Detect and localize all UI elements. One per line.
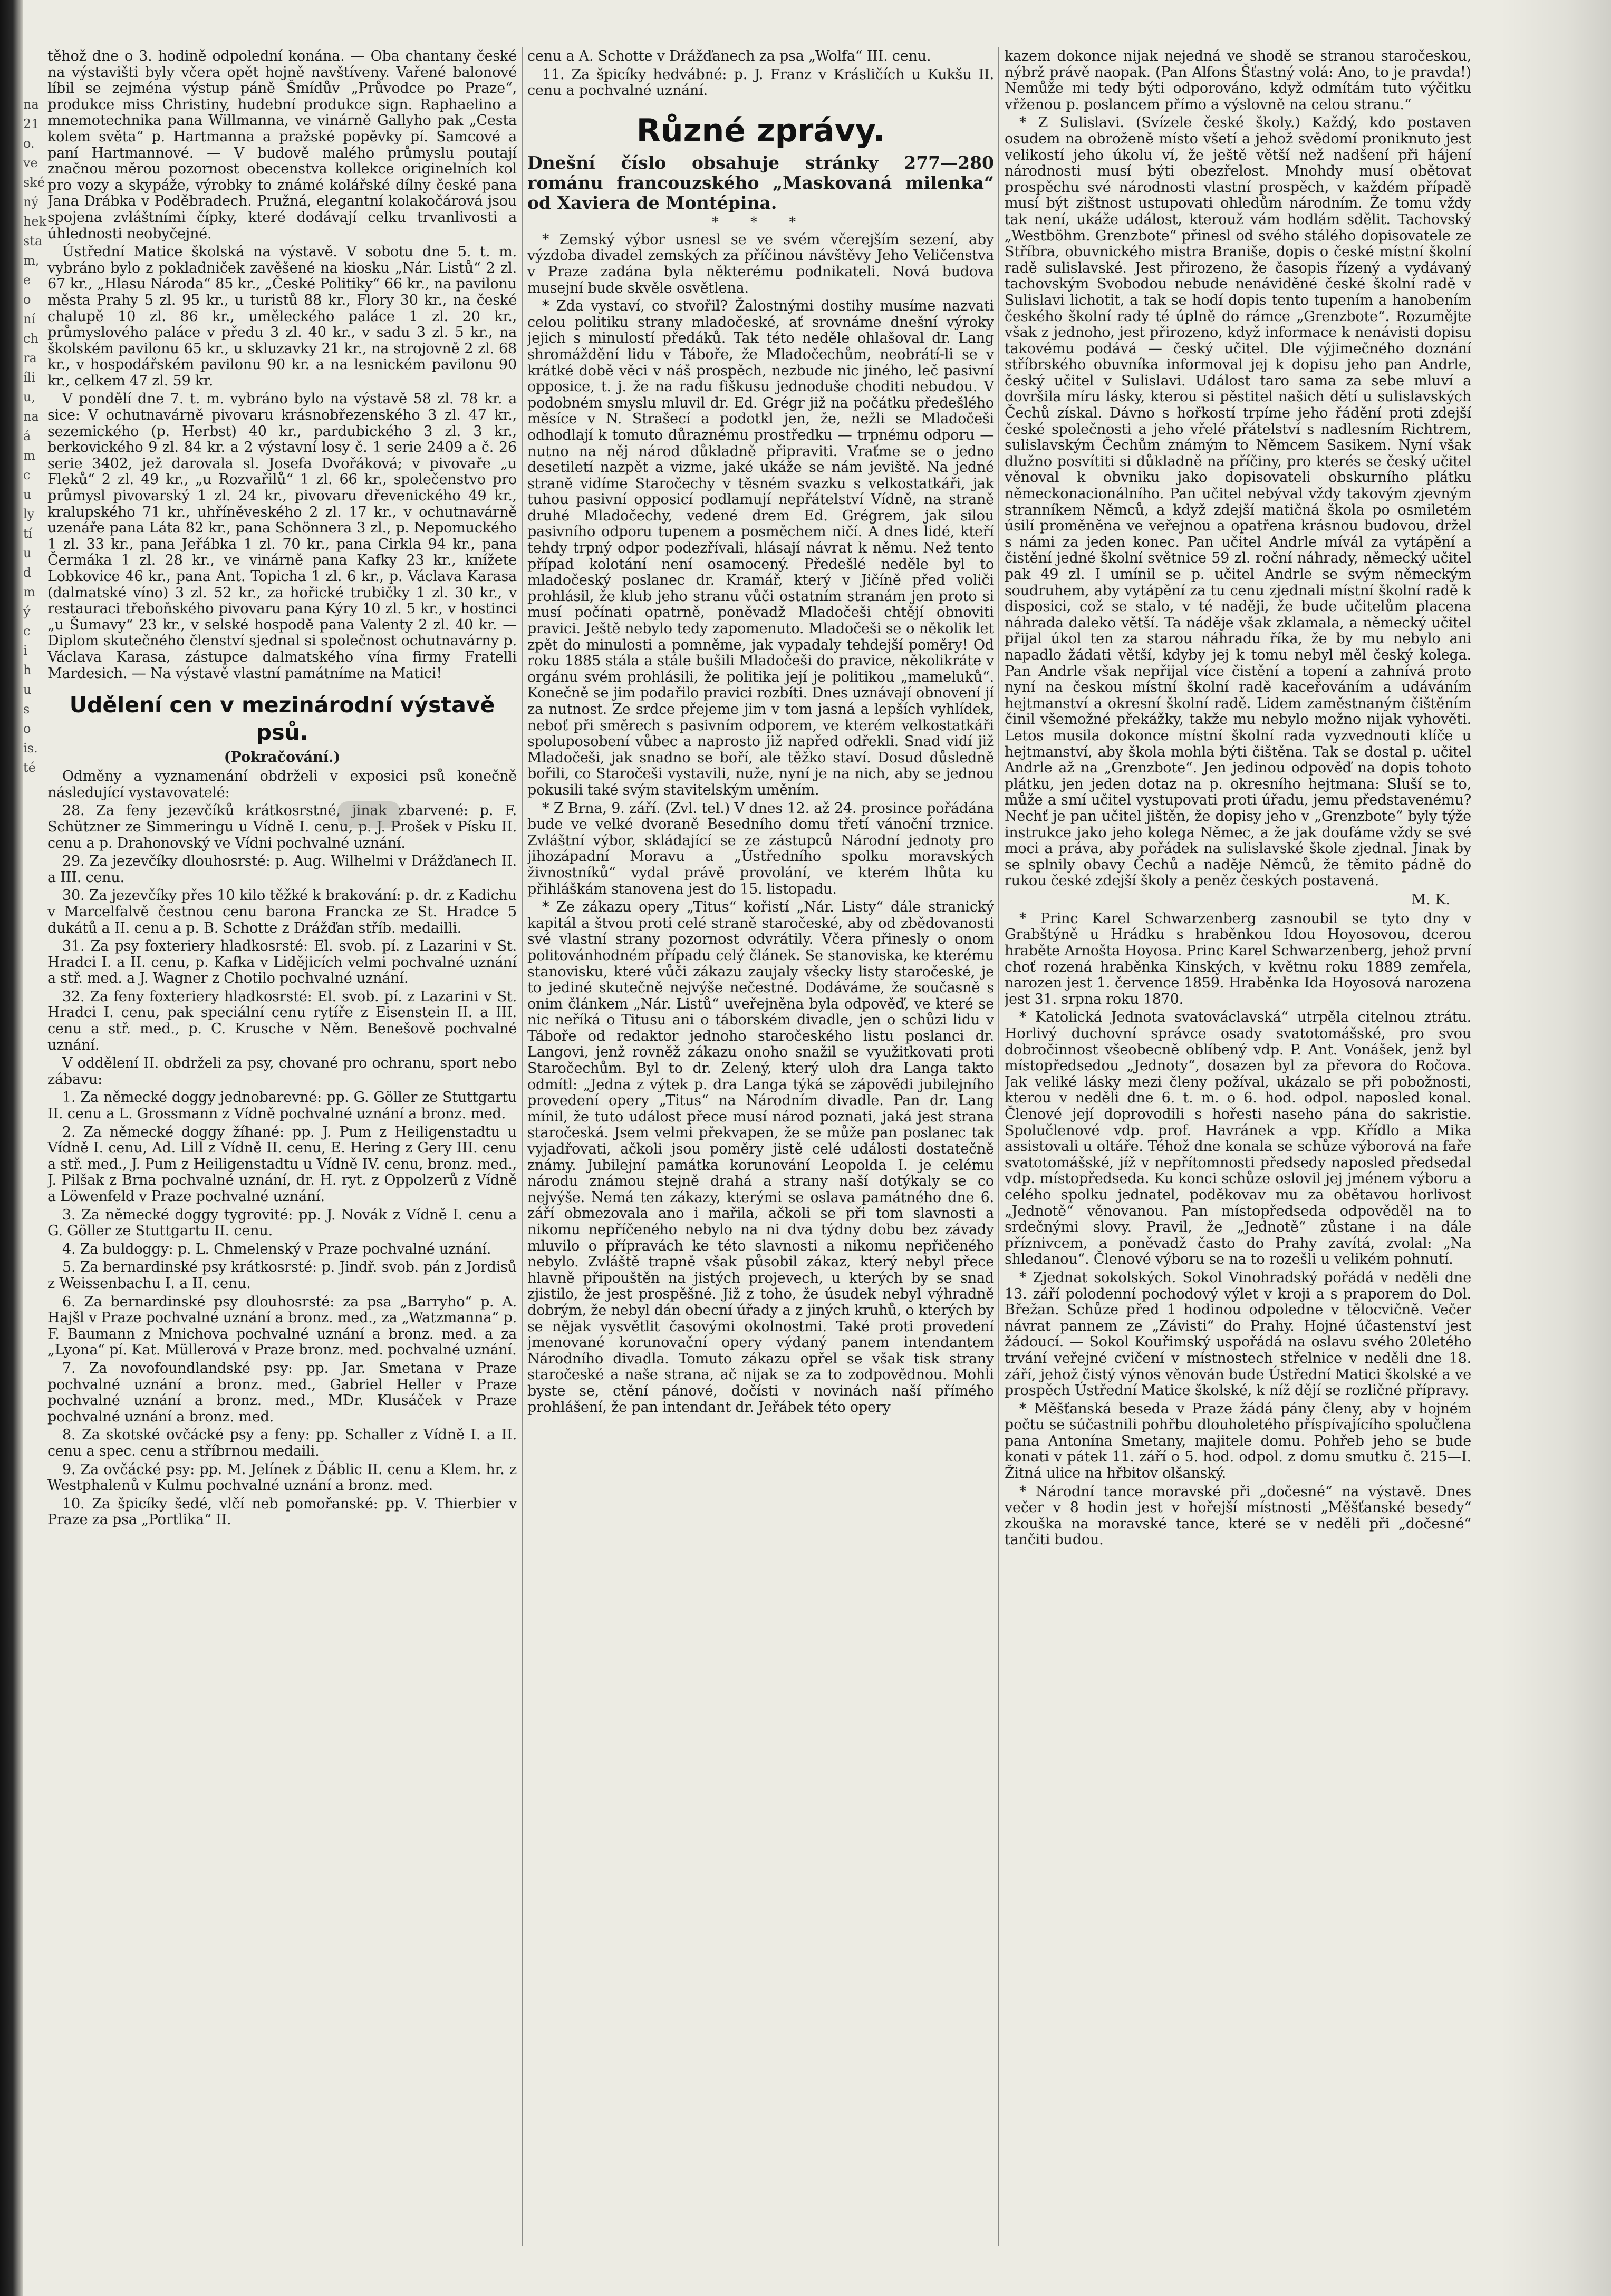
- article-text: 2. Za německé doggy žíhané: pp. J. Pum z Heiligenstadtu u Vídně I. cenu, Ad. Lill z Vídně II. cenu, E. Hering z Gery III. cenu a stř. med., J. Pum z Heiligenstadtu u Vídně IV. cenu, bronz. med., J. Pilšak z Brna pochvalné uznání, dr. H. ryt. z Oppolzerů z Vídně a Löwenfeld v Praze pochvalné uznání.: [47, 1123, 517, 1205]
- margin-fragment: té: [23, 760, 36, 775]
- margin-fragment: ní: [23, 312, 36, 326]
- column-right: [1005, 49, 1471, 2242]
- margin-fragments: [23, 95, 47, 1097]
- margin-fragment: c: [23, 468, 31, 482]
- article-text: těhož dne o 3. hodině odpolední konána. — Oba chantany české na výstavišti byly včera opět hojně navštíveny. Vařené balonové líbil se zejména výstup páně Šmídův „Průvodce po Praze“, produkce miss Christiny, hudební produkce sign. Raphaelino a mnemotechnika pana Willmanna, ve vinárně Gallyho pak „Cesta kolem světa“ p. Hartmanna a pražské popěvky pí. Samcové a paní Hartmannové. — V budově malého průmyslu poutají značnou měrou pozornost obecenstva kollekce originelních kol pro vozy a skypáže, výrobky to známé kolářské dílny české pana Jana Drábka v Poděbradech. Pružná, elegantní kolakočárová jsou spojena zvláštními čípky, které dodávají celku trvanlivosti a úhlednosti neobyčejné.: [47, 49, 517, 242]
- margin-fragment: ve: [23, 156, 38, 170]
- article-text: 9. Za ovčácké psy: pp. M. Jelínek z Ďáblic II. cenu a Klem. hr. z Westphalenů v Kulmu pochvalné uznání a bronz. med.: [47, 1461, 517, 1494]
- margin-fragment: ý: [23, 604, 31, 619]
- article-text: 1. Za německé doggy jednobarevné: pp. G. Göller ze Stuttgartu II. cenu a L. Grossmann z Vídně pochvalné uznání a bronz. med.: [47, 1089, 517, 1122]
- article-text: 4. Za buldoggy: p. L. Chmelenský v Praze pochvalné uznání.: [62, 1241, 491, 1257]
- column-rule: [998, 47, 999, 2246]
- column-middle: [527, 49, 994, 2242]
- article-text: * Princ Karel Schwarzenberg zasnoubil se tyto dny v Grabštýně u Hrádku s hraběnkou Idou Hoyosovou, dcerou hraběte Arnošta Hoyosa. Princ Karel Schwarzenberg, jehož první choť rozená hraběnka Kinských, v květnu roku 1889 zemřela, narozen jest 1. července 1859. Hraběnka Ida Hoyosová narozena jest 31. srpna roku 1870.: [1005, 910, 1471, 1007]
- margin-fragment: na: [23, 409, 39, 424]
- margin-fragment: o: [23, 292, 31, 307]
- margin-fragment: s: [23, 702, 30, 716]
- margin-fragment: u: [23, 487, 32, 502]
- margin-fragment: i: [23, 643, 27, 658]
- article-text: 30. Za jezevčíky přes 10 kilo těžké k brakování: p. dr. z Kadichu v Marcelfalvě čestnou cenu barona Francka ze St. Hradce 5 dukátů a II. cenu a p. B. Schotte z Drážďan stříb. medailli.: [47, 887, 517, 936]
- margin-fragment: á: [23, 429, 31, 443]
- article-text: * Z Brna, 9. září. (Zvl. tel.) V dnes 12. až 24. prosince pořádána bude ve velké dvoraně Besedního domu třetí vánoční trznice. Zvláštní výbor, skládající se ze zástupců Národní jednoty pro jihozápadní Moravu a „Ústředního spolku moravských živnostníků“ vydal právě provolání, ve kterém lhůta ku přihláškám stanovena jest do 15. listopadu.: [527, 800, 994, 897]
- margin-fragment: tí: [23, 526, 33, 541]
- article-text: 29. Za jezevčíky dlouhosrsté: p. Aug. Wilhelmi v Drážďanech II. a III. cenu.: [47, 853, 517, 886]
- margin-fragment: m: [23, 585, 35, 599]
- article-text: 11. Za špicíky hedvábné: p. J. Franz v Krásličích u Kukšu II. cenu a pochvalné uznání.: [527, 66, 994, 99]
- margin-fragment: ly: [23, 507, 35, 521]
- novel-notice: Dnešní číslo obsahuje stránky 277—280 románu francouzského „Maskovaná milenka“ od Xaviera de Montépina.: [527, 152, 994, 213]
- margin-fragment: sta: [23, 234, 43, 248]
- margin-fragment: o.: [23, 136, 35, 151]
- article-text: 7. Za novofoundlandské psy: pp. Jar. Smetana v Praze pochvalné uznání a bronz. med., Gabriel Heller v Praze pochvalné uznání a bronz. med., MDr. Klusáček v Praze pochvalné uznání a bronz. med.: [47, 1360, 517, 1425]
- article-text: * Národní tance moravské při „dočesné“ na výstavě. Dnes večer v 8 hodin jest v hořejší místnosti „Měšťanské besedy“ zkouška na moravské tance, které se v neděli při „dočesné“ tančiti budou.: [1005, 1483, 1471, 1548]
- section-subheading: (Pokračování.): [224, 749, 341, 766]
- article-text: * Zemský výbor usnesl se ve svém včerejším sezení, aby výzdoba divadel zemských za příčinou návštěvy Jeho Veličenstva v Praze zadána byla některému podnikateli. Nová budova musejní bude skvěle osvětlena.: [527, 231, 994, 296]
- section-heading-news: Různé zprávy.: [636, 112, 885, 149]
- article-text: 28. Za feny jezevčíků krátkosrstné, jinak zbarvené: p. F. Schützner ze Simmeringu u Vídně I. cenu, p. J. Prošek v Písku II. cenu a p. Drahonovský ve Vídni pochvalné uznání.: [47, 802, 517, 851]
- margin-fragment: e: [23, 273, 31, 287]
- article-text: kazem dokonce nijak nejedná ve shodě se stranou staročeskou, nýbrž právě naopak. (Pan Alfons Šťastný volá: Ano, to je pravda!) Nemůže mi tedy býti odporováno, když odmítám tuto výčitku vřženou p. poslancem přímo a výslovně na celou stranu.“: [1005, 49, 1471, 113]
- article-text: * Zda vystaví, co stvořil? Žalostnými dostihy musíme nazvati celou politiku strany mladočeské, ať srovnáme dnešní výroky jejich s minulostí předáků. Tak této neděle ohlašoval dr. Lang shromáždění lidu v Táboře, že Mladočechům, neobrátí-li se v krátké době věci v náš prospěch, nezbude nic jiného, leč pasivní opposice, t. j. že na radu fiškusu jednoduše choditi nebudou. V podobném smyslu mluvil dr. Ed. Grégr již na počátku předešlého měsíce v N. Strašecí a podotkl jen, že, nežli se Mladočeši odhodlají k tomuto důraznému prostředku — trpnému odporu — nutno na něj národ důkladně připraviti. Vraťme se o jedno desetiletí nazpět a vizme, jaké ukáže se nám jeviště. Na jedné straně vidíme Staročechy v těsném svazku s velkostatkáři, jak tuhou pasivní opposicí podlamují nepřátelství Vídně, na straně druhé Mladočechy, vedené drem Ed. Grégrem, jak silou pasivního odporu tupenem a posměchem ničí. A dnes lidé, kteří tehdy trpný odpor podezřívali, hlásají návrat k němu. Než tento případ kolotání není osamocený. Předešlé neděle byl to mladočeský poslanec dr. Kramář, který v Jičíně před voliči prohlásil, že klub jeho stranu vůči ostatním stranám jen proto si musí počínati opatrně, poněvadž Mladočeši chtějí obnoviti pravici. Ještě nebylo tedy zapomenuto. Mladočeši se o několik let zpět do minulosti a pomněme, jak vypadaly tehdejší poměry! Od roku 1885 stála a stále bušili Mladočeši do pravice, několikráte v orgánu svém prohlásili, že politika její je politikou „mameluků“. Konečně se jim podařilo pravici rozbíti. Dnes uznávají obnovení jí za nutnost. Ze srdce přejeme jim v tom jasná a lepších vyhlídek, neboť při směrech s pasivním odporem, ve kterém velkostatkáři spoluposobení vůbec a naprosto již napřed odřekli. Snad vidí již Mladočeši, jak snadno se boří, ale těžko staví. Dosud důsledně bořili, co Staročeši vystavili, nuže, nyní je na nich, aby se jednou pokusili také svým stavitelským uměním.: [527, 298, 994, 798]
- section-separator: * * *: [711, 214, 810, 230]
- article-text: 31. Za psy foxteriery hladkosrsté: El. svob. pí. z Lazarini v St. Hradci I. a II. cenu, p. Kafka v Lidějicích velmi pochvalné uznání a stř. med. a J. Wagner z Chotilo pochvalné uznání.: [47, 938, 517, 987]
- column-left: [47, 49, 517, 2242]
- article-text: cenu a A. Schotte v Drážďanech za psa „Wolfa“ III. cenu.: [527, 49, 931, 64]
- article-text: 5. Za bernardinské psy krátkosrsté: p. Jindř. svob. pán z Jordisů z Weissenbachu I. a II. cenu.: [47, 1259, 517, 1292]
- article-text: Ústřední Matice školská na výstavě. V sobotu dne 5. t. m. vybráno bylo z pokladniček zavěšené na kiosku „Nár. Listů“ 2 zl. 67 kr., „Hlasu Národa“ 85 kr., „České Politiky“ 66 kr., na pavilonu města Prahy 5 zl. 95 kr., u turistů 88 kr., Flory 30 kr., na české chalupě 10 zl. 86 kr., uměleckého paláce 1 zl. 20 kr., průmyslového paláce v předu 3 zl. 40 kr., v sadu 3 zl. 5 kr., na školském pavilonu 65 kr., u skluzavky 21 kr., na strojovně 2 zl. 68 kr., v hospodářském pavilonu 90 kr. a na lesnickém pavilonu 90 kr., celkem 47 zl. 59 kr.: [47, 244, 517, 389]
- article-text: * Zjednat sokolských. Sokol Vinohradský pořádá v neděli dne 13. září polodenní pochodový výlet v kroji a s praporem do Dol. Břežan. Schůze před 1 hodinou odpoledne v tělocvičně. Večer návrat pannem ze „Závisti“ do Prahy. Hojné účastenství jest žádoucí. — Sokol Kouřimský uspořádá na oslavu svého 20letého trvání veřejné cvičení v místnostech střelnice v neděli dne 18. září, jehož čistý výnos věnován bude Ústřední Matici školské a ve prospěch Ústřední Matice školské, k níž dějí se rozličné přípravy.: [1005, 1269, 1471, 1399]
- margin-fragment: hek: [23, 214, 47, 229]
- section-heading-dog-show: Udělení cen v mezinárodní výstavě psů.: [69, 692, 495, 745]
- margin-fragment: d: [23, 565, 32, 580]
- article-text: V oddělení II. obdrželi za psy, chované pro ochranu, sport nebo zábavu:: [47, 1055, 517, 1088]
- article-signature: M. K.: [1411, 891, 1450, 908]
- ink-blot: [337, 801, 401, 828]
- article-text: V pondělí dne 7. t. m. vybráno bylo na výstavě 58 zl. 78 kr. a sice: V ochutnavárně pivovaru krásnobřezenského 3 zl. 47 kr., sezemického (p. Herbst) 40 kr., pardubického 3 zl. 3 kr., berkovického 9 zl. 84 kr. a 2 výstavní losy č. 1 serie 2409 a č. 26 serie 3402, jež darovala sl. Josefa Dvořáková; v pivovaře „u Fleků“ 2 zl. 49 kr., „u Rozvařilů“ 1 zl. 66 kr., společenstvo pro průmysl pivovarský 1 zl. 24 kr., pivovaru dřevenického 49 kr., kralupského 71 kr., uhříněveského 2 zl. 17 kr., v ochutnavárně uzenáře pana Láta 82 kr., pana Schönnera 3 zl., p. Nepomuckého 1 zl. 33 kr., pana Jeřábka 1 zl. 70 kr., pana Cirkla 94 kr., pana Čermáka 1 zl. 28 kr., ve vinárně pana Kafky 23 kr., knížete Lobkovice 46 kr., pana Ant. Topicha 1 zl. 6 kr., p. Václava Karasa (dalmatské víno) 3 zl. 52 kr., za hořické trubičky 1 zl. 30 kr., v restauraci třeboňského pivovaru pana Kýry 10 zl. 5 kr., v hostinci „u Šumavy“ 23 kr., v selské hospodě pana Valenty 2 zl. 40 kr. — Diplom skutečného členství sjednal si společnost ochutnavárny p. Václava Karasa, zástupce dalmatského vína firmy Fratelli Mardesich. — Na výstavě vlastní památníme na Matici!: [47, 391, 517, 682]
- article-text: 8. Za skotské ovčácké psy a feny: pp. Schaller z Vídně I. a II. cenu a spec. cenu a stříbrnou medaili.: [47, 1427, 517, 1459]
- margin-fragment: íli: [23, 370, 36, 385]
- article-text: 6. Za bernardinské psy dlouhosrsté: za psa „Barryho“ p. A. Hajšl v Praze pochvalné uznání a bronz. med., za „Watzmanna“ p. F. Baumann z Mnichova pochvalné uznání a bronz. med. a za „Lyona“ pí. Kat. Müllerová v Praze bronz. med. pochvalné uznání.: [47, 1293, 517, 1359]
- article-text: * Katolická Jednota svatováclavská“ utrpěla citelnou ztrátu. Horlivý duchovní správce osady svatotomášské, pro svou dobročinnost všeobecně oblíbený vdp. P. Ant. Vonášek, jenž byl místopředsedou „Jednoty“, dosazen byl za převora do Ročova. Jak veliké lásky mezi členy požíval, ukázalo se při pobožnosti, kterou v neděli dne 6. t. m. o 6. hod. odpol. naposled konal. Členové její doprovodili s hořesti naseho pána do sakristie. Spolučlenové vdp. prof. Havránek a vpp. Křídlo a Mika assistovali u oltáře. Téhož dne konala se schůze výborová na faře svatotomášské, jíž v nepřítomnosti předsedy naposled předsedal vdp. místopředseda. Ku konci schůze oslovil jej jménem výboru a celého spolku jednatel, poděkovav mu za obětavou horlivost „Jednotě“ věnovanou. Pan místopředseda odpověděl na to srdečnými slovy. Pravil, že „Jednotě“ zůstane i na dále příznivcem, a poněvadž často do Prahy zavítá, zvolal: „Na shledanou“. Členové výboru se na to rozešli u velikém pohnutí.: [1005, 1009, 1471, 1268]
- article-text: * Měšťanská beseda v Praze žádá pány členy, aby v hojném počtu se súčastnili pohřbu dlouholetého příspívajícího spolučlena pana Antonína Smetany, majitele domu. Pohřeb jeho se bude konati v pátek 11. září o 5. hod. odpol. z domu smutku č. 215—I. Žitná ulice na hřbitov olšanský.: [1005, 1400, 1471, 1482]
- article-text: 3. Za německé doggy tygrovité: pp. J. Novák z Vídně I. cenu a G. Göller ze Stuttgartu II. cenu.: [47, 1206, 517, 1239]
- margin-fragment: h: [23, 663, 32, 677]
- margin-fragment: ské: [23, 175, 45, 190]
- margin-fragment: 21: [23, 117, 40, 131]
- page-edge-shadow: [0, 0, 23, 2296]
- margin-fragment: is.: [23, 741, 38, 755]
- article-text: * Ze zákazu opery „Titus“ kořistí „Nár. Listy“ dále stranický kapitál a štvou proti celé straně staročeské, aby od zbědovanosti své vlastní strany pozornost odvrátily. Včera přinesly o onom politovánhodném případu celý článek. Se stanoviska, ke kterému stanovisku, které vůči zákazu zaujaly všecky listy staročeské, je to jediné skutečně nejvýše nečestné. Dodáváme, že současně s onim článkem „Nár. Listů“ uveřejněna byla odpověď, ve které se nic neříká o Titusu ani o táborském divadle, jen o schůzi lidu v Táboře od redaktor jednoho staročeského listu poslanci dr. Langovi, jenž rovněž zákazu onoho snažil se využitkovati proti Staročechům. Byl to dr. Zelený, který uloh dra Langa takto odmítl: „Jedna z výtek p. dra Langa týká se zápovědi jubilejního provedení opery „Titus“ na Národním divadle. Pan dr. Lang mínil, že tuto událost přece musí národ poznati, jaká jest strana staročeská. Jsem velmi překvapen, že se může pan poslanec tak vyjadřovati, ačkoli jsou poměry jistě celé události dostatečně známy. Jubilejní památka korunování Leopolda I. je celému národu známou stejně drahá a strany naší dotýkaly se co nejvýše. Nemá ten zákazy, kterými se oslava památného dne 6. září obmezovala ano i mařila, ačkoli se při tom slavnosti a nikomu nepříčeného nebylo na ni dva týdny dobu bez závady mluvilo o přípravách ke této slavnosti a nikomu nepřičeného nebylo. Zvláště trapně však působil zákaz, který nebyl přece hlavně připouštěn na jistých projevech, u kterých by se snad zjistilo, že jest prospěšné. Již z toho, že úsudek nebyl výhradně dobrým, že nebyl dán obecní úřady a z jiných kruhů, o kterých by se nějak vysvětlit časovými okolnostmi. Také proti provedení jmenované korunovační opery výdaný panem intendantem Národního divadla. Tomuto zákazu opřel se však tisk strany staročeské a naše strana, ač nijak se za to zodpovědnou. Mohli byste se, ctění pánové, dočísti v novinách naší přímého prohlášení, že pan intendant dr. Jeřábek této opery: [527, 899, 994, 1416]
- margin-fragment: u: [23, 546, 32, 560]
- margin-fragment: c: [23, 624, 31, 638]
- margin-fragment: ch: [23, 331, 38, 346]
- margin-fragment: ný: [23, 195, 39, 209]
- article-text: 10. Za špicíky šedé, vlčí neb pomořanské: pp. V. Thierbier v Praze za psa „Portlika“ II.: [47, 1495, 517, 1528]
- page-gutter-shadow: [1500, 0, 1611, 2296]
- margin-fragment: m: [23, 448, 35, 463]
- column-rule: [522, 47, 523, 2246]
- margin-fragment: o: [23, 721, 31, 736]
- article-text: * Z Sulislavi. (Svízele české školy.) Každý, kdo postaven osudem na obroženě místo všetí a jehož svědomí proniknuto jest velikostí jeho úkolu ví, že ještě větší než nadšení při hájení národnosti musí býti obezřelost. Mnohdy musí obětovat prospěchu své národnosti vlastní prospěch, v každém případě musí být zištnost ustupovati ohledům národním. Že tomu vždy tak není, ukáže událost, kterouž vám hodlám sdělit. Tachovský „Westböhm. Grenzbote“ přinesl od svého stálého dopisovatele ze Stříbra, obuvnického mistra Braniše, dopis o české místní školní radě sulislavské. Jest přirozeno, že časopis řízený a vydávaný tachovským Svobodou nebude nenáviděné české školní radě v Sulislavi lichotit, a tak se hodí dopis tento tupením a hanobením českého školní rady té úplně do rámce „Grenzbote“. Rozumějte však z jednoho, jest přirozeno, když informace k nenávisti dopisu takovému podává — český učitel. Dle výjimečného doznání stříbrského obuvníka informoval jej k dopisu jeho pan Andrle, český učitel v Sulislavi. Událost taro sama za sebe mluví a dovršila míru lásky, kterou si pěstitel našich dětí u sulislavských Čechů získal. Dávno s hořkostí trpíme jeho řádění proti zdejší české společnosti a jeho vřelé přátelství s nadlesním Richtrem, sulislavským Čechům známým to Němcem Sasikem. Nyní však dlužno posvítiti si důkladně na příčiny, pro kterés se český učitel věnoval k obvniku jako dopisovateli obskurního plátku německonacionálního. Pan učitel nebýval vždy takovým zjevným stranníkem Němců, a když zdejší matičná škola po osmiletém úsilí proměněna ve veřejnou a opatřena krásnou budovou, držel s námi za jeden konec. Pan učitel Andrle mívál za vytápění a čistění jedné školní světnice 59 zl. roční náhrady, německý učitel pak 49 zl. I umínil se p. učitel Andrle se svým německým soudruhem, aby vytápění za tu cenu zjednali místní školní radě k disposici, což se stalo, v té naději, že bude učitelům placena náhrada daleko větší. Ta náděje však zklamala, a německý učitel přijal úkol ten za starou náhradu říka, že by mu nebylo ani napadlo žádati větší, kdyby jej k tomu nebyl měl český kolega. Pan Andrle však nepřijal více čistění a topení a zahnívá proto nyní na českou místní školní radě kaceřováním a udáváním hejtmanství a okresní školní radě. Lidem zaměstnaným čištěním činil všemožné překážky, takže mu nebylo možno nijak vyhověti. Letos musila dokonce místní školní rada vyzvednouti klíče u hejtmanství, aby škola mohla býti čištěna. Tak se dostal p. učitel Andrle až na „Grenzbote“. Jen jedinou odpověď na dopis tohoto plátku, jen jeden dotaz na p. okresního hejtmana: Sluší se to, může a smí učitel vystupovati proti úřadu, jemu představenému? Nechť je pan učitel jištěn, že dopisy jeho v „Grenzbote“ byly týže instrukce jako jeho kolega Němec, a že jak doufáme vždy se své moci a práva, aby pořádek na sulislavské škole zjednal. Jinak by se splnily obavy Čechů a naděje Němců, že těmito pádně do rukou české zdejší školy a peněz českých postavená.: [1005, 114, 1471, 889]
- margin-fragment: u: [23, 682, 32, 697]
- margin-fragment: m,: [23, 253, 40, 268]
- margin-fragment: ra: [23, 351, 37, 365]
- margin-fragment: na: [23, 97, 39, 112]
- article-text: 32. Za feny foxteriery hladkosrsté: El. svob. pí. z Lazarini v St. Hradci I. cenu, pak speciální cenu rytíře z Eisenstein II. a III. cenu a stř. med., p. C. Krusche v Něm. Benešově pochvalné uznání.: [47, 988, 517, 1053]
- margin-fragment: u,: [23, 390, 36, 404]
- article-text: Odměny a vyznamenání obdrželi v exposici psů konečně následující vystavovatelé:: [47, 768, 517, 801]
